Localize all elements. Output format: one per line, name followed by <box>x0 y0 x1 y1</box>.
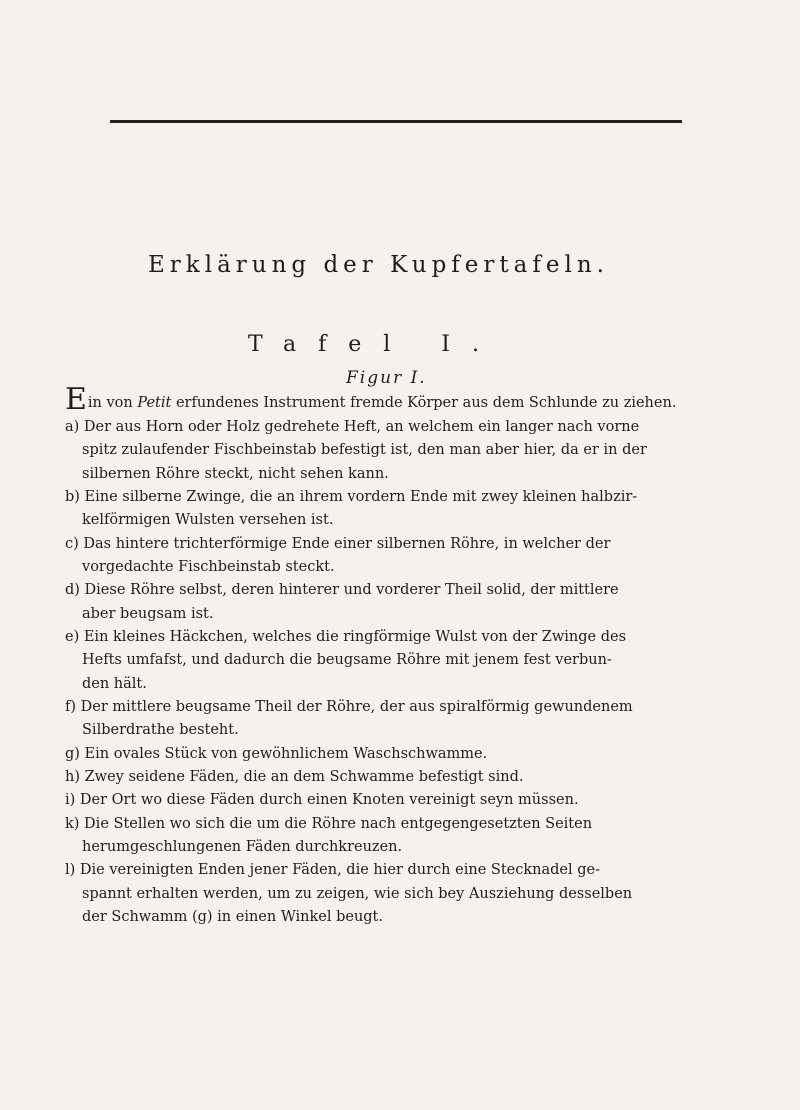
text-line: spannt erhalten werden, um zu zeigen, wie sich bey Ausziehung desselben <box>82 886 633 902</box>
page-title: Erklärung der Kupfertafeln. <box>148 252 609 278</box>
text-line: den hält. <box>82 676 147 692</box>
text-line: vorgedachte Fischbeinstab steckt. <box>82 559 335 575</box>
drop-cap: E <box>65 382 87 417</box>
text-line: herumgeschlungenen Fäden durchkreuzen. <box>82 839 403 855</box>
text-line: d) Diese Röhre selbst, deren hinterer und vorderer Theil solid, der mittlere <box>65 582 619 598</box>
text-line: aber beugsam ist. <box>82 606 214 622</box>
text-line: Hefts umfafst, und dadurch die beugsame Röhre mit jenem fest verbun- <box>82 652 612 668</box>
text-line: spitz zulaufender Fischbeinstab befestigt ist, den man aber hier, da er in der <box>82 442 647 458</box>
text-line: e) Ein kleines Häckchen, welches die ringförmige Wulst von der Zwinge des <box>65 629 627 645</box>
text-line: h) Zwey seidene Fäden, die an dem Schwamme befestigt sind. <box>65 769 524 785</box>
text-line: f) Der mittlere beugsame Theil der Röhre, der aus spiralförmig gewundenem <box>65 699 633 715</box>
text-line: Silberdrathe besteht. <box>82 722 239 738</box>
text-line: silbernen Röhre steckt, nicht sehen kann. <box>82 466 389 482</box>
text-line: a) Der aus Horn oder Holz gedrehete Heft, an welchem ein langer nach vorne <box>65 419 640 435</box>
text-line: g) Ein ovales Stück von gewöhnlichem Waschschwamme. <box>65 746 488 762</box>
first-line-rest: in von Petit erfundenes Instrument fremde Körper aus dem Schlunde zu ziehen. <box>87 395 677 411</box>
text-line: der Schwamm (g) in einen Winkel beugt. <box>82 909 383 925</box>
text-line: c) Das hintere trichterförmige Ende einer silbernen Röhre, in welcher der <box>65 536 611 552</box>
text-line: k) Die Stellen wo sich die um die Röhre nach entgegengesetzten Seiten <box>65 816 593 832</box>
text-line: i) Der Ort wo diese Fäden durch einen Knoten vereinigt seyn müssen. <box>65 792 579 808</box>
plate-title: Tafel I. <box>248 332 501 357</box>
text-line: kelförmigen Wulsten versehen ist. <box>82 512 334 528</box>
text-line: b) Eine silberne Zwinge, die an ihrem vordern Ende mit zwey kleinen halbzir- <box>65 489 638 505</box>
text-line <box>65 382 677 417</box>
text-line: l) Die vereinigten Enden jener Fäden, die hier durch eine Stecknadel ge- <box>65 862 600 878</box>
figure-title: Figur I. <box>346 368 427 388</box>
